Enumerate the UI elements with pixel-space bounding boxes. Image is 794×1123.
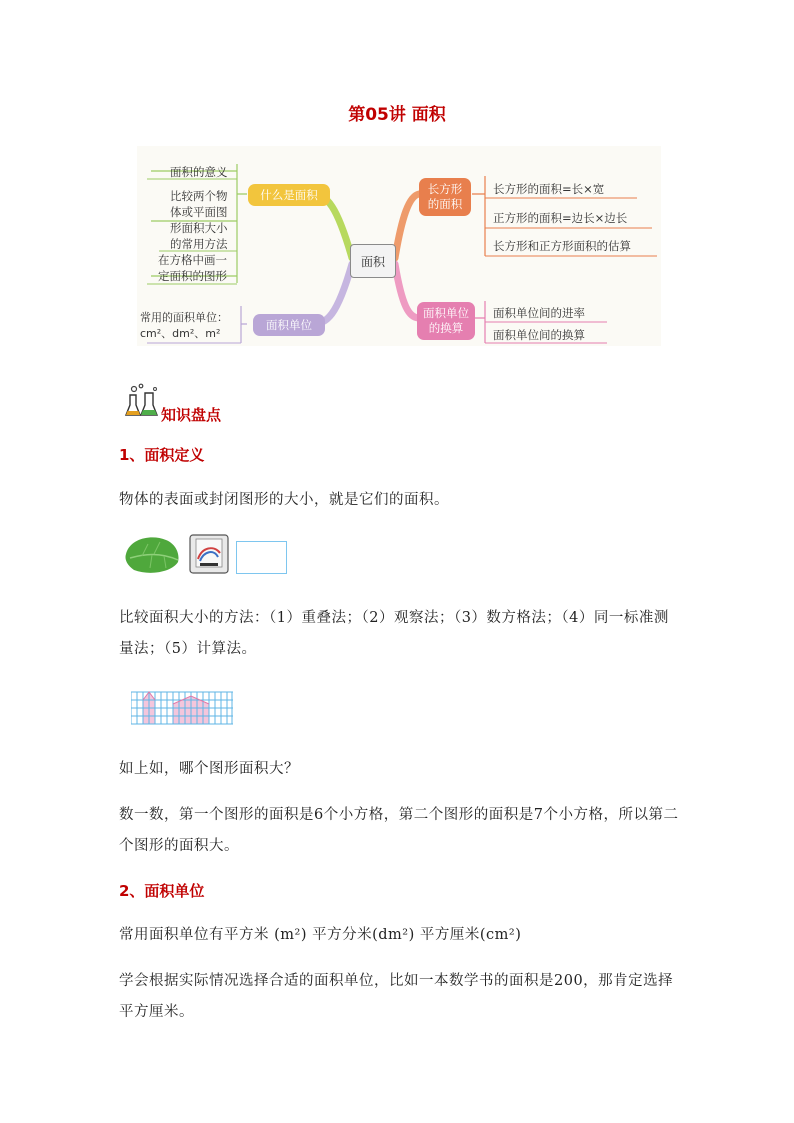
methods-text: 比较面积大小的方法：（1）重叠法；（2）观察法；（3）数方格法；（4）同一标准测量法；（5）计算法。 (119, 610, 669, 657)
leaf-estimation: 长方形和正方形面积的估算 (493, 239, 631, 253)
question-text: 如上如，哪个图形面积大？ (119, 761, 299, 777)
leaf-unit-rates: 面积单位间的进率 (493, 306, 585, 320)
page-title: 第05讲 面积 (348, 105, 446, 125)
section-header: 知识盘点 (161, 406, 222, 424)
rectangle-shape (236, 541, 287, 574)
leaf-draw-in-grid: 在方格中画一 定面积的图形 (158, 253, 227, 283)
calculator-image (186, 533, 232, 575)
leaf-common-units: 常用的面积单位： cm²、dm²、m² (140, 311, 228, 340)
leaf-compare-methods: 比较两个物 体或平面图 形面积大小 的常用方法 (170, 189, 228, 251)
definition-text: 物体的表面或封闭图形的大小，就是它们的面积。 (119, 492, 449, 508)
leaf-square-formula: 正方形的面积=边长×边长 (493, 211, 628, 225)
branch-rectangle-area: 长方形 的面积 (419, 178, 471, 216)
branch-area-units: 面积单位 (253, 314, 325, 336)
branch-unit-conversion: 面积单位 的换算 (417, 302, 475, 340)
leaf-unit-conversion: 面积单位间的换算 (493, 328, 585, 342)
mind-map (137, 146, 661, 346)
grid-figure (131, 690, 233, 726)
leaf-image (122, 532, 182, 576)
leaf-rect-formula: 长方形的面积=长×宽 (493, 182, 605, 196)
leaf-meaning-of-area: 面积的意义 (170, 165, 228, 179)
mindmap-center-node: 面积 (350, 244, 396, 278)
units-text: 常用面积单位有平方米 (m²) 平方分米(dm²) 平方厘米(cm²) (119, 927, 522, 943)
branch-what-is-area: 什么是面积 (248, 184, 330, 206)
flask-icon (124, 383, 160, 419)
section2-heading: 2、面积单位 (119, 882, 205, 900)
choose-unit-text: 学会根据实际情况选择合适的面积单位，比如一本数学书的面积是200，那肯定选择平方厘米。 (119, 973, 674, 1020)
answer-text: 数一数，第一个图形的面积是6个小方格，第二个图形的面积是7个小方格，所以第二个图形的面积大。 (119, 807, 679, 854)
section1-heading: 1、面积定义 (119, 446, 205, 464)
